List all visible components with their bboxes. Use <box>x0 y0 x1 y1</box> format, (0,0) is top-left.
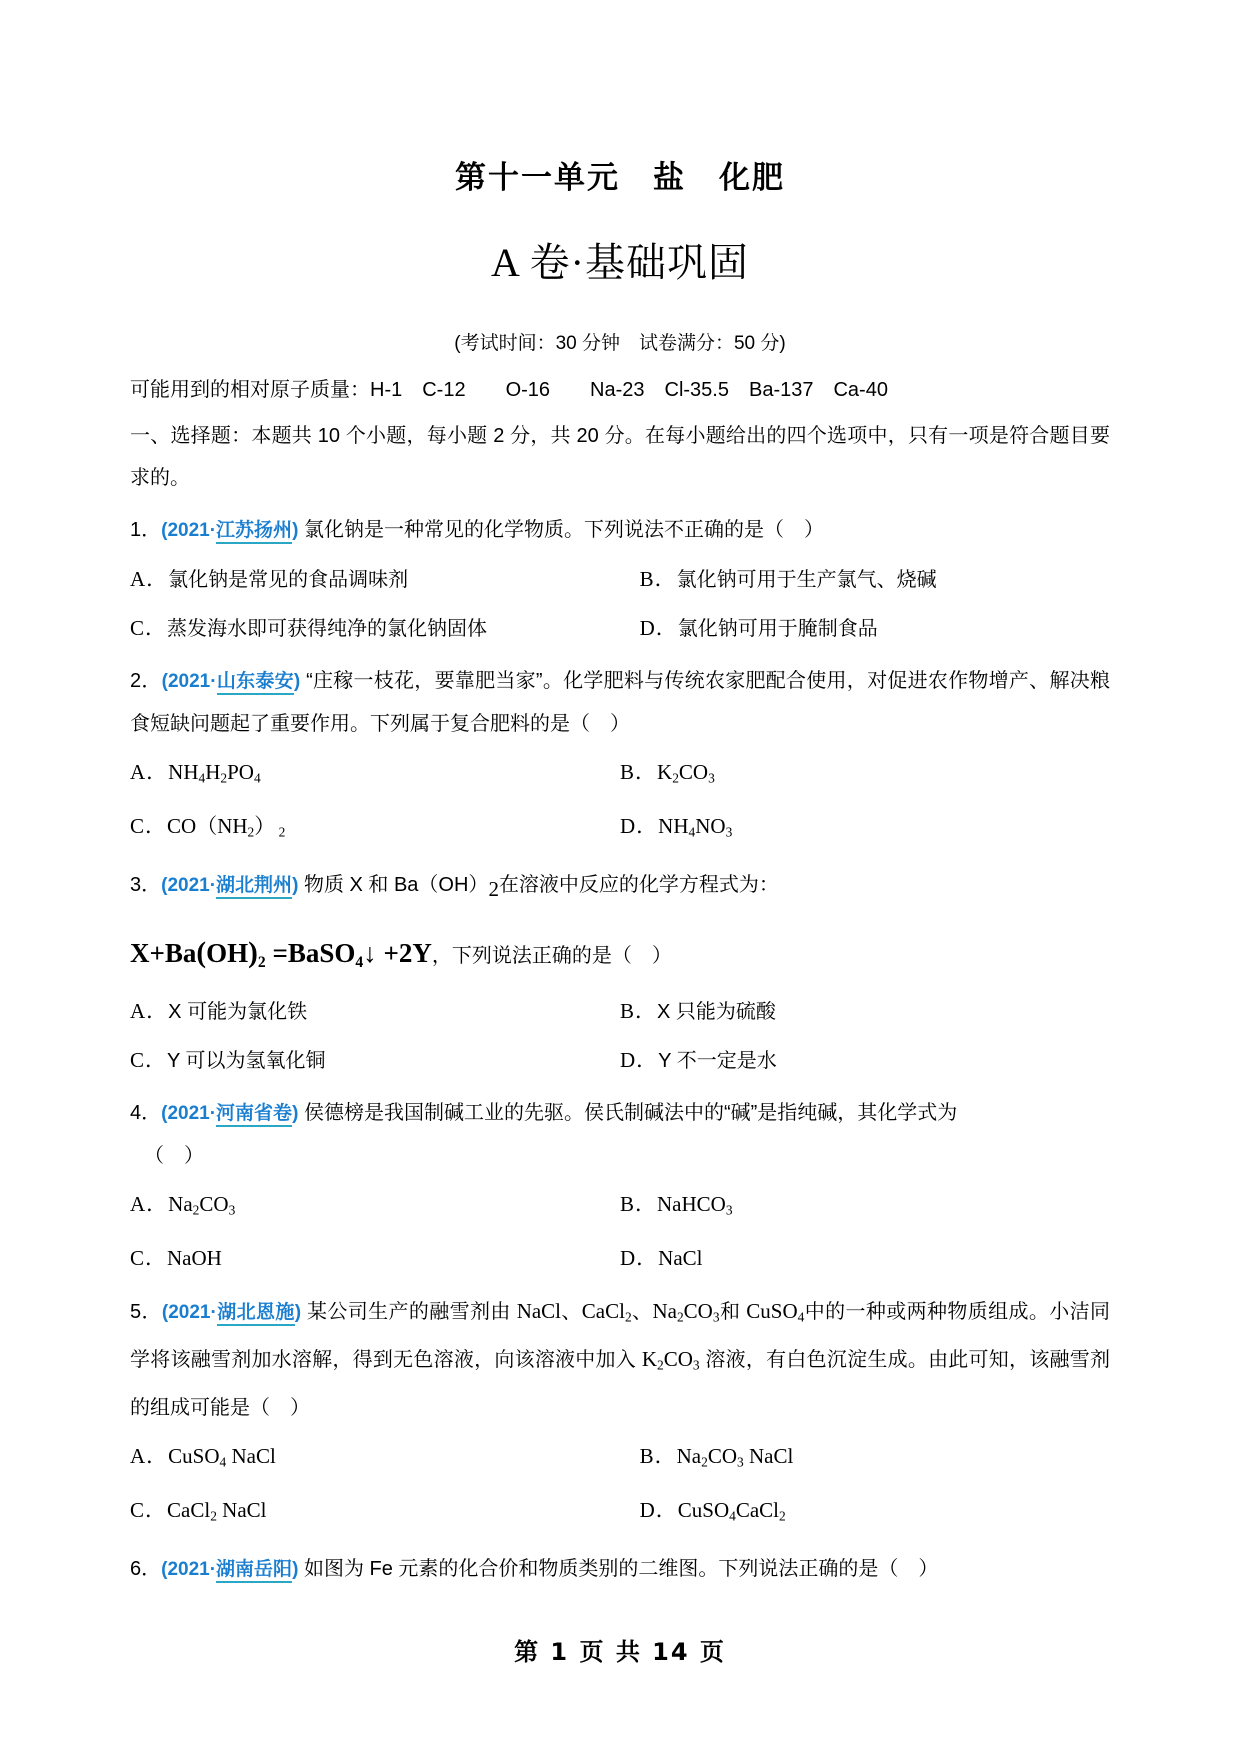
question-1-option-d[interactable]: D．氯化钠可用于腌制食品 <box>639 616 878 640</box>
question-6-text: 如图为 Fe 元素的化合价和物质类别的二维图。下列说法正确的是（ ） <box>303 1557 939 1580</box>
question-2-stem <box>130 650 1110 745</box>
formula-naoh: NaOH <box>167 1246 222 1271</box>
question-3-subscript: 2 <box>488 876 499 901</box>
question-5-text: 某公司生产的融雪剂由 NaCl、CaCl$_2$、$Na_2CO_3$和 CuSO$_4$中的一种或两种物质组成。小洁同学将该融雪剂加水溶解，得到无色溶液，向该溶液中加入 $K_2CO_3$ 溶液，有白色沉淀生成。由此可知，该融雪剂的组成可能是（ ） <box>130 1299 1111 1419</box>
formula-nh4h2po4: $NH_4H_2PO_4$ <box>168 760 261 786</box>
question-3-option-d[interactable]: D．Y 不一定是水 <box>620 1047 777 1072</box>
question-5-source-place: 湖北恩施 <box>217 1302 295 1326</box>
question-5-options-row-1 <box>130 1429 1110 1483</box>
question-4-option-c[interactable]: C．NaOH <box>130 1246 222 1271</box>
question-3-source-place: 湖北荆州 <box>216 875 292 899</box>
formula-co-nh2-2: $CO(NH_2)$ $_2$ <box>167 814 286 840</box>
page-subtitle: A 卷·基础巩固 <box>491 240 749 285</box>
formula-na2co3: $Na_2CO_3$ <box>168 1191 236 1218</box>
page-footer: 第 1 页 共 14 页 <box>514 1638 726 1666</box>
question-6-source-place: 湖南岳阳 <box>216 1559 292 1583</box>
question-2-options-row-1 <box>130 745 1110 799</box>
formula-na2co3-nacl: $Na_2CO_3$ NaCl <box>676 1443 794 1470</box>
question-1-stem <box>130 499 1110 552</box>
question-2-option-c[interactable]: C．$CO(NH_2)$ $_2$ <box>130 814 286 840</box>
question-3-options-row-1 <box>130 984 1110 1033</box>
exam-meta: (考试时间：30 分钟 试卷满分：50 分) <box>454 333 786 354</box>
question-2-option-a[interactable]: A．$NH_4H_2PO_4$ <box>130 760 261 786</box>
question-2-options-row-2 <box>130 799 1110 853</box>
question-3-option-c[interactable]: C．Y 可以为氢氧化铜 <box>130 1047 326 1072</box>
formula-nacl: NaCl <box>658 1246 703 1271</box>
question-1-text: 氯化钠是一种常见的化学物质。下列说法不正确的是（ ） <box>303 519 824 541</box>
chemical-equation-image: $X+Ba(OH)_2$ =BaSO$_4$↓ +2Y <box>130 936 432 971</box>
question-5-options-row-2 <box>130 1483 1110 1537</box>
page-title: 第十一单元 盐 化肥 <box>455 160 785 196</box>
atomic-masses-line: 可能用到的相对原子质量：H-1 C-12 O-16 Na-23 Cl-35.5 Ba-137 Ca-40 <box>130 379 888 401</box>
question-1-number: 1． <box>130 519 162 541</box>
question-4-option-b[interactable]: B．NaHCO$_3$ <box>620 1191 733 1218</box>
formula-cuso4-cacl2: CuSO$_4$CaCl$_2$ <box>677 1498 786 1524</box>
question-2-source-place: 山东泰安 <box>217 671 294 695</box>
question-4-text: 侯德榜是我国制碱工业的先驱。侯氏制碱法中的“碱”是指纯碱，其化学式为 <box>303 1101 958 1124</box>
question-1-option-a[interactable]: A．氯化钠是常见的食品调味剂 <box>130 567 409 591</box>
question-4-option-d[interactable]: D．NaCl <box>620 1246 703 1271</box>
question-4-answer-blank: （ ） <box>144 1144 204 1167</box>
question-1-source: (2021·江苏扬州) <box>161 520 298 544</box>
question-1-option-b[interactable]: B．氯化钠可用于生产氯气、烧碱 <box>639 567 937 591</box>
question-4-source-place: 河南省卷 <box>216 1103 292 1127</box>
question-4-source: (2021·河南省卷) <box>161 1103 298 1127</box>
question-3-text-pre: 物质 X 和 Ba（OH） <box>303 873 489 896</box>
question-4-options-row-1 <box>130 1177 1110 1231</box>
formula-nh4no3: $NH_4NO_3$ <box>658 814 733 840</box>
question-5-number: 5． <box>130 1301 162 1324</box>
question-2-number: 2． <box>130 670 162 692</box>
question-5-option-c[interactable]: C．CaCl$_2$ NaCl <box>130 1498 267 1524</box>
question-5-stem <box>130 1280 1110 1429</box>
question-3-text-post: 在溶液中反应的化学方程式为： <box>498 873 779 896</box>
question-4-stem <box>130 1082 1110 1135</box>
question-6-number: 6． <box>130 1557 162 1580</box>
formula-nahco3: NaHCO$_3$ <box>657 1191 733 1218</box>
question-1-options-row-1 <box>130 552 1110 601</box>
question-4-options-row-2 <box>130 1231 1110 1280</box>
question-6-source: (2021·湖南岳阳) <box>161 1559 298 1583</box>
question-5-option-b[interactable]: B．$Na_2CO_3$ NaCl <box>639 1443 794 1470</box>
question-4-number: 4． <box>130 1101 162 1124</box>
question-2-option-b[interactable]: B．$K_2CO_3$ <box>620 760 715 786</box>
formula-cacl2-nacl: CaCl$_2$ NaCl <box>167 1498 267 1524</box>
question-3-stem <box>130 854 1110 910</box>
question-2-text: “庄稼一枝花，要靠肥当家”。化学肥料与传统农家肥配合使用，对促进农作物增产、解决粮食短缺问题起了重要作用。下列属于复合肥料的是（ ） <box>130 670 1110 735</box>
formula-k2co3: $K_2CO_3$ <box>657 760 715 786</box>
question-3-source: (2021·湖北荆州) <box>161 875 298 899</box>
question-5-option-d[interactable]: D．CuSO$_4$CaCl$_2$ <box>639 1498 786 1524</box>
question-3-number: 3． <box>130 873 162 896</box>
question-1-option-c[interactable]: C．蒸发海水即可获得纯净的氯化钠固体 <box>130 616 488 640</box>
section-one-intro: 一、选择题：本题共 10 个小题，每小题 2 分，共 20 分。在每小题给出的四个选项中，只有一项是符合题目要求的。 <box>130 425 1110 489</box>
question-2-source: (2021·山东泰安) <box>162 671 301 695</box>
question-1-options-row-2 <box>130 601 1110 650</box>
question-3-equation-row <box>130 910 1110 984</box>
question-4-option-a[interactable]: A．$Na_2CO_3$ <box>130 1191 236 1218</box>
question-5-option-a[interactable]: A．CuSO$_4$ NaCl <box>130 1443 276 1470</box>
question-3-option-b[interactable]: B．X 只能为硫酸 <box>620 998 776 1023</box>
question-3-options-row-2 <box>130 1033 1110 1082</box>
question-2-option-d[interactable]: D．$NH_4NO_3$ <box>620 814 733 840</box>
question-5-source: (2021·湖北恩施) <box>162 1302 301 1326</box>
question-3-option-a[interactable]: A．X 可能为氯化铁 <box>130 998 308 1023</box>
question-1-source-place: 江苏扬州 <box>216 520 292 544</box>
question-3-equation-tail: ，下列说法正确的是（ ） <box>431 944 672 967</box>
formula-cuso4-nacl: CuSO$_4$ NaCl <box>168 1443 276 1470</box>
question-6-stem <box>130 1538 1110 1591</box>
